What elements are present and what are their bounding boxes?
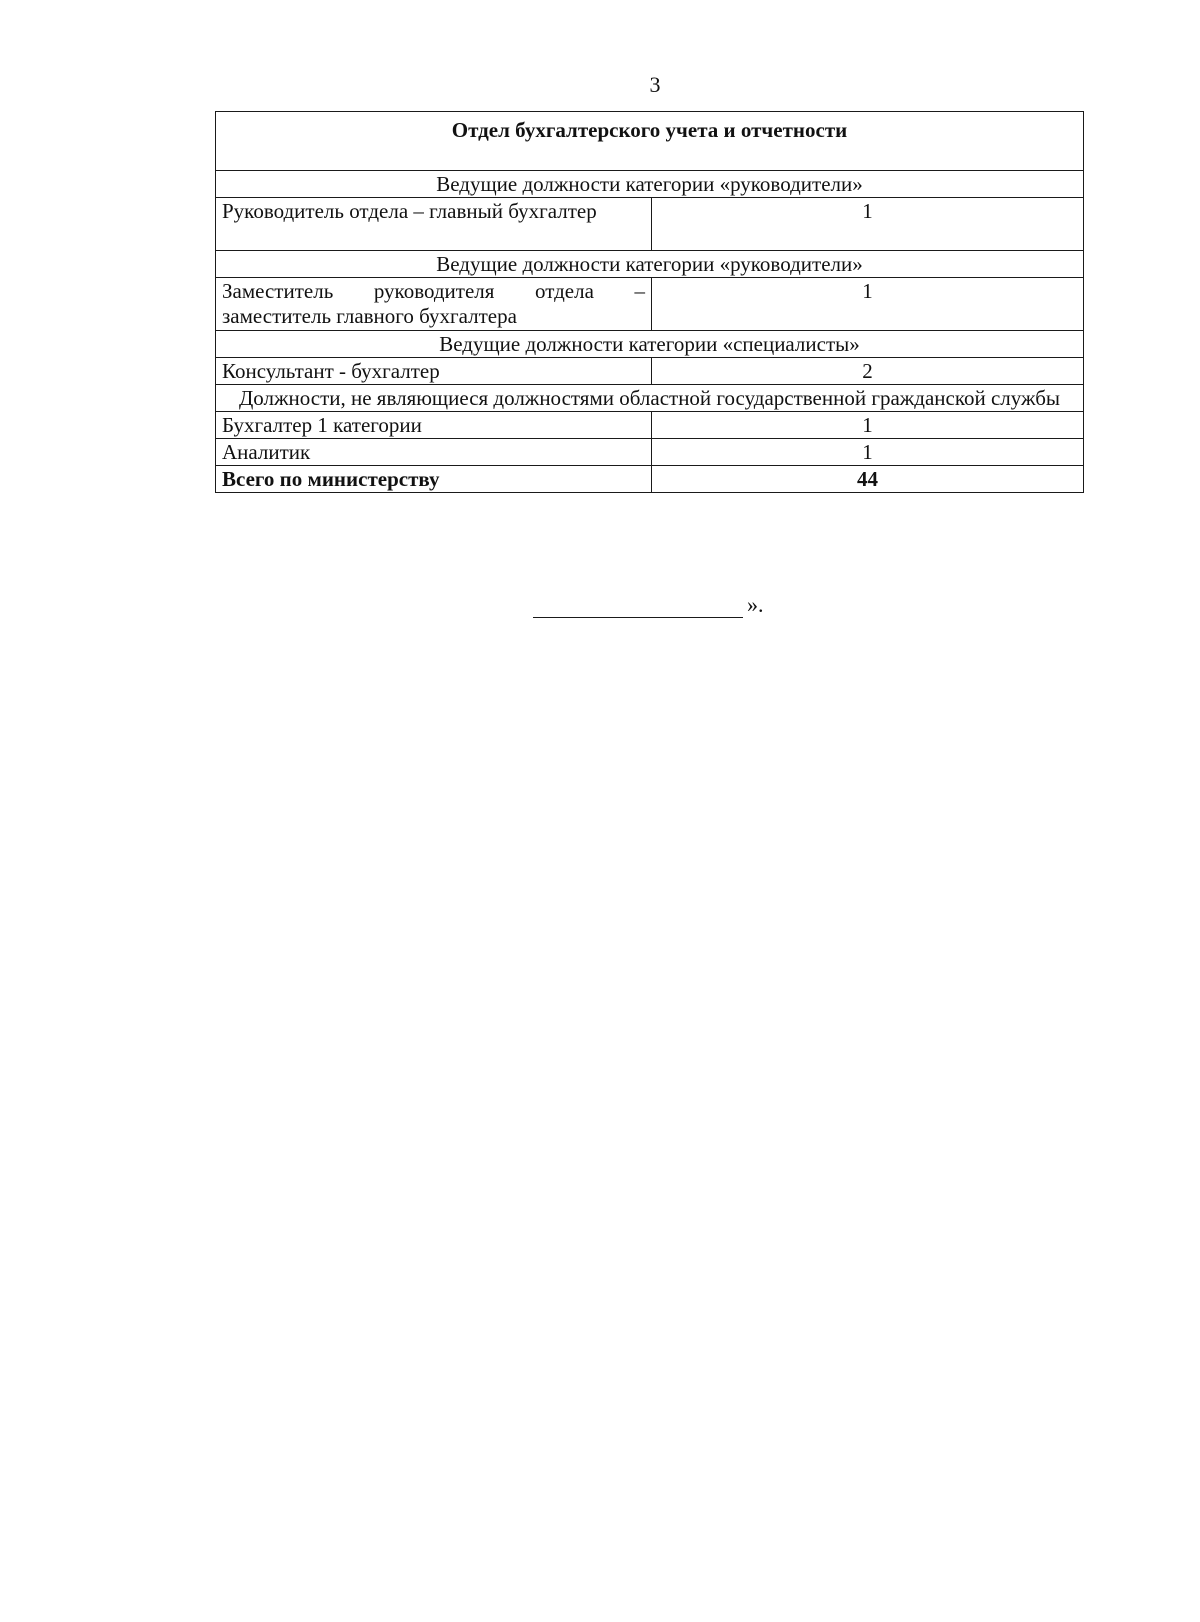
category-heading: Ведущие должности категории «руководители» [216,171,1084,198]
position-name: Консультант - бухгалтер [216,358,652,385]
table-row [216,358,1084,385]
total-label: Всего по министерству [216,466,652,493]
position-name: Аналитик [216,439,652,466]
closing-quote: ». [747,592,764,617]
table-row [216,251,1084,278]
department-title: Отдел бухгалтерского учета и отчетности [216,112,1084,171]
position-count: 1 [652,278,1084,331]
table-title-row [216,112,1084,171]
category-heading: Ведущие должности категории «специалисты» [216,331,1084,358]
table-row [216,198,1084,251]
table-total-row [216,466,1084,493]
position-count: 1 [652,412,1084,439]
page-number: 3 [649,72,661,97]
table-row [216,385,1084,412]
staffing-table [215,111,1084,493]
position-count: 1 [652,439,1084,466]
category-heading: Должности, не являющиеся должностями областной государственной гражданской службы [216,385,1084,412]
category-heading: Ведущие должности категории «руководители» [216,251,1084,278]
closing-line [533,592,764,618]
position-name: Руководитель отдела – главный бухгалтер [216,198,652,251]
table-row [216,278,1084,331]
position-count: 1 [652,198,1084,251]
total-count: 44 [652,466,1084,493]
table-row [216,331,1084,358]
table-row [216,412,1084,439]
signature-underline [533,597,743,618]
position-name: Заместитель руководителя отдела – заместитель главного бухгалтера [216,278,652,331]
table-row [216,439,1084,466]
position-count: 2 [652,358,1084,385]
position-name: Бухгалтер 1 категории [216,412,652,439]
table-row [216,171,1084,198]
